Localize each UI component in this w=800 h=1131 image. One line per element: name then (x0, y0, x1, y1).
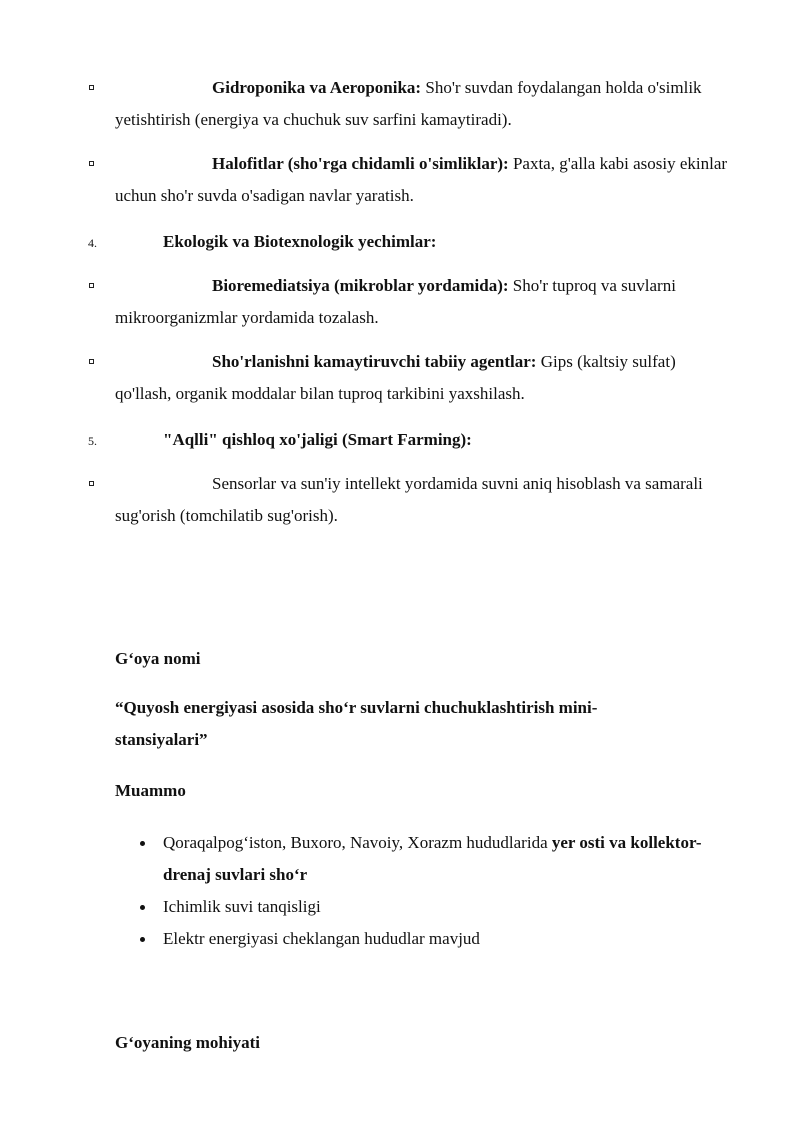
idea-title: “Quyosh energiyasi asosida sho‘r suvlarni chuchuklashtirish mini-stansiyalari” (115, 698, 598, 749)
item-text: Sensorlar va sun'iy intellekt yordamida suvni aniq hisoblash va samarali sug'orish (tomchilatib sug'orish). (115, 474, 703, 525)
problem-label: Muammo (115, 781, 186, 800)
item-text: Sho'r tuproq va suvlarni mikroorganizmlar yordamida tozalash. (115, 276, 676, 327)
item-text: Paxta, g'alla kabi asosiy ekinlar uchun sho'r suvda o'sadigan navlar yaratish. (115, 154, 728, 205)
item-text: Sho'r suvdan foydalangan holda o'simlik yetishtirish (energiya va chuchuk suv sarfini kamaytiradi). (115, 78, 702, 129)
bullet-dot-icon (140, 841, 145, 846)
item-heading: Bioremediatsiya (mikroblar yordamida): (212, 276, 509, 295)
problem-text: Elektr energiyasi cheklangan hududlar mavjud (163, 929, 480, 948)
item-heading: Gidroponika va Aeroponika: (212, 78, 422, 97)
problem-text: Qoraqalpog‘iston, Buxoro, Navoiy, Xorazm hududlarida (163, 833, 552, 852)
item-number: 5. (88, 434, 97, 448)
square-bullet-icon (89, 359, 94, 364)
essence-label: G‘oyaning mohiyati (115, 1033, 260, 1052)
item-heading: Sho'rlanishni kamaytiruvchi tabiiy agentlar: (212, 352, 537, 371)
section-heading: "Aqlli" qishloq xo'jaligi (Smart Farming): (163, 430, 472, 449)
problem-item (115, 923, 715, 955)
problem-list (115, 827, 715, 955)
bullet-dot-icon (140, 937, 145, 942)
square-bullet-icon (89, 161, 94, 166)
problem-text: Ichimlik suvi tanqisligi (163, 897, 321, 916)
square-bullet-icon (89, 283, 94, 288)
item-heading: Halofitlar (sho'rga chidamli o'simliklar): (212, 154, 509, 173)
item-text: Gips (kaltsiy sulfat) qo'llash, organik moddalar bilan tuproq tarkibini yaxshilash. (115, 352, 676, 403)
section-heading: Ekologik va Biotexnologik yechimlar: (163, 232, 437, 251)
idea-title-label: G‘oya nomi (115, 649, 201, 668)
item-number: 4. (88, 236, 97, 250)
square-bullet-icon (89, 85, 94, 90)
problem-item (115, 827, 715, 891)
problem-item (115, 891, 715, 923)
bullet-dot-icon (140, 905, 145, 910)
square-bullet-icon (89, 481, 94, 486)
problem-emphasis: yer osti va kollektor-drenaj suvlari sho‘r (163, 833, 702, 884)
